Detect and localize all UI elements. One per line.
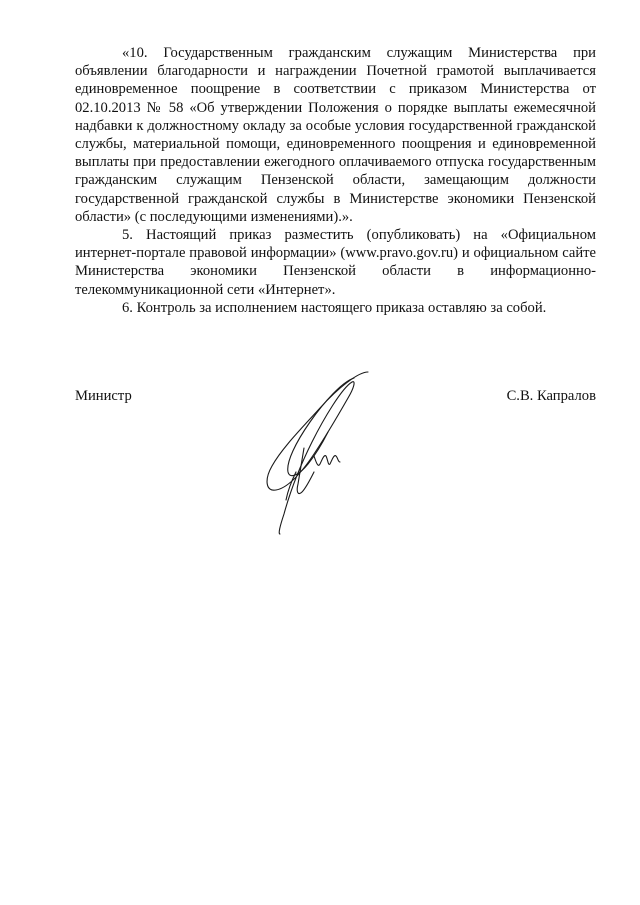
signer-name: С.В. Капралов <box>506 388 596 404</box>
position-title: Министр <box>75 388 132 404</box>
paragraph-item-10: «10. Государственным гражданским служащим Министерства при объявлении благодарности и награждении Почетной грамотой выплачивается единовременное поощрение в соответствии с приказом Министерства от 02.10.2013 № 58 «Об утверждении Положения о порядке выплаты ежемесячной надбавки к должностному окладу за особые условия государственной гражданской службы, материальной помощи, единовременного поощрения и единовременной выплаты при предоставлении ежегодного оплачиваемого отпуска государственным гражданским служащим Пензенской области, замещающим должности государственной гражданской службы в Министерстве экономики Пензенской области» (с последующими изменениями).». <box>75 45 596 225</box>
paragraph-item-5: 5. Настоящий приказ разместить (опубликовать) на «Официальном интернет-портале правовой информации» (www.pravo.gov.ru) и официальном сайте Министерства экономики Пензенской области в информационно-телекоммуникационной сети «Интернет». <box>75 227 596 298</box>
document-body <box>75 44 596 317</box>
paragraph-item-6: 6. Контроль за исполнением настоящего приказа оставляю за собой. <box>122 299 547 316</box>
handwritten-signature <box>258 368 378 538</box>
